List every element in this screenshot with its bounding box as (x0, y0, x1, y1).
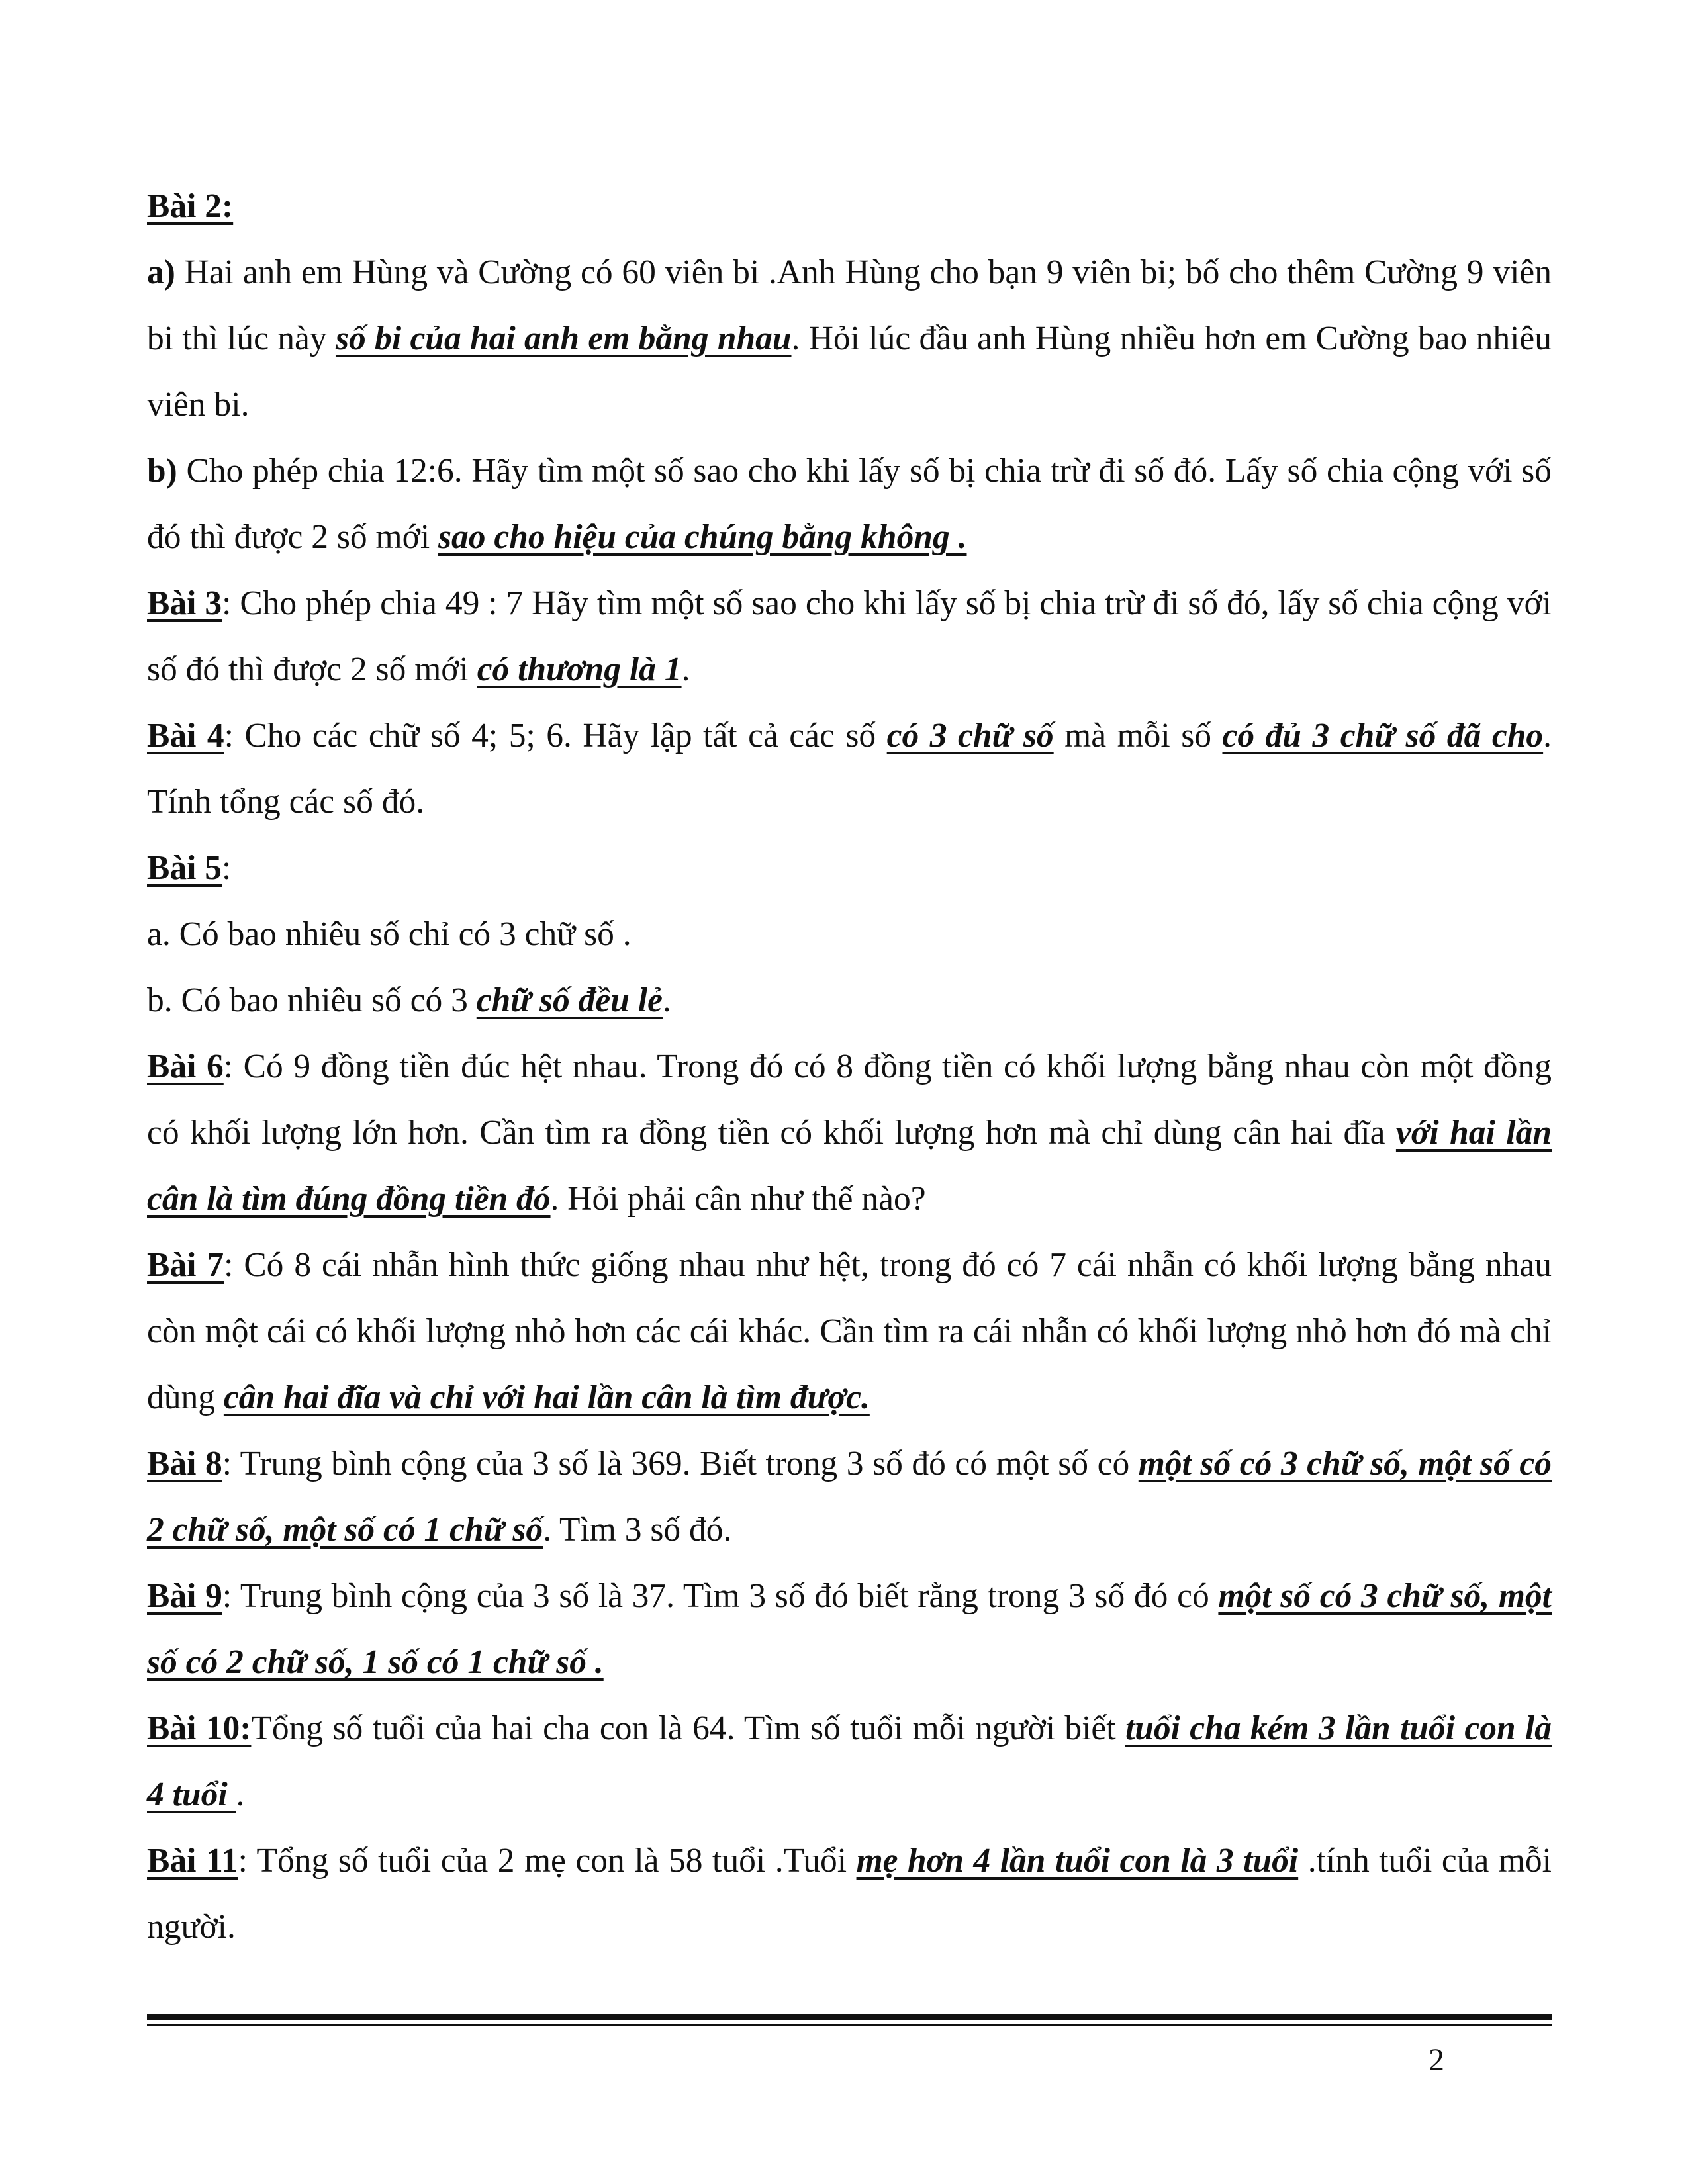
exercise-5b-emphasis: chữ số đều lẻ (476, 981, 663, 1019)
exercise-5b-text-end: . (662, 981, 671, 1019)
exercise-5-title: Bài 5 (147, 849, 222, 887)
exercise-4-emphasis-2: có đủ 3 chữ số đã cho (1222, 717, 1544, 754)
exercise-7-text: : Có 8 cái nhẫn hình thức giống nhau như hệt, trong đó có 7 cái nhẫn có khối lượng bằng nhau còn một cái có khối lượng nhỏ hơn các cái khác. Cần tìm ra cái nhẫn có khối lượng nhỏ hơn đó mà chỉ dùng (147, 1246, 1552, 1416)
exercise-3-emphasis: có thương là 1 (477, 651, 682, 688)
exercise-2a-text-end: . Hỏi lúc đầu anh Hùng nhiều hơn em Cường bao nhiêu viên bi. (147, 320, 1552, 424)
exercise-3-text: : Cho phép chia 49 : 7 Hãy tìm một số sao cho khi lấy số bị chia trừ đi số đó, lấy số chia cộng với số đó thì được 2 số mới (147, 584, 1552, 688)
footer-divider-thick (147, 2014, 1552, 2020)
exercise-2a (147, 240, 1552, 438)
exercise-10-title: Bài 10: (147, 1709, 252, 1747)
exercise-5-heading (147, 835, 1552, 901)
exercise-list (147, 173, 1552, 1960)
exercise-5a-text: a. Có bao nhiêu số chỉ có 3 chữ số . (147, 915, 632, 953)
exercise-4-emphasis-1: có 3 chữ số (886, 717, 1054, 754)
exercise-2-title: Bài 2: (147, 187, 234, 225)
exercise-11-text-end: .tính tuổi của mỗi người. (147, 1842, 1552, 1946)
exercise-2b (147, 438, 1552, 570)
exercise-2a-label: a) (147, 253, 175, 291)
exercise-9-emphasis: một số có 3 chữ số, một số có 2 chữ số, 1 số có 1 chữ số . (147, 1577, 1552, 1681)
exercise-5b (147, 968, 1552, 1034)
exercise-3-text-end: . (681, 651, 690, 688)
exercise-8-text-end: . Tìm 3 số đó. (543, 1511, 732, 1549)
exercise-6-text-end: . Hỏi phải cân như thế nào? (550, 1180, 926, 1218)
exercise-2b-emphasis: sao cho hiệu của chúng bằng không . (438, 518, 967, 556)
exercise-11 (147, 1828, 1552, 1960)
exercise-7-title: Bài 7 (147, 1246, 224, 1284)
exercise-4-text-end: . Tính tổng các số đó. (147, 717, 1552, 821)
exercise-10-text: Tổng số tuổi của hai cha con là 64. Tìm số tuổi mỗi người biết (251, 1709, 1125, 1747)
exercise-11-text: : Tổng số tuổi của 2 mẹ con là 58 tuổi .Tuổi (238, 1842, 857, 1880)
exercise-8 (147, 1431, 1552, 1563)
exercise-7 (147, 1232, 1552, 1431)
exercise-2a-emphasis: số bi của hai anh em bằng nhau (335, 320, 792, 357)
exercise-3-title: Bài 3 (147, 584, 222, 622)
exercise-4 (147, 703, 1552, 835)
exercise-2a-text: Hai anh em Hùng và Cường có 60 viên bi .Anh Hùng cho bạn 9 viên bi; bố cho thêm Cường 9 viên bi thì lúc này (147, 253, 1552, 357)
exercise-9-text: : Trung bình cộng của 3 số là 37. Tìm 3 số đó biết rằng trong 3 số đó có (222, 1577, 1219, 1615)
exercise-4-text-mid: mà mỗi số (1053, 717, 1223, 754)
exercise-2b-label: b) (147, 452, 177, 490)
exercise-5-colon: : (222, 849, 232, 887)
exercise-11-emphasis: mẹ hơn 4 lần tuổi con là 3 tuổi (856, 1842, 1299, 1880)
exercise-6 (147, 1034, 1552, 1232)
exercise-8-emphasis: một số có 3 chữ số, một số có 2 chữ số, một số có 1 chữ số (147, 1445, 1552, 1549)
exercise-11-title: Bài 11 (147, 1842, 238, 1880)
exercise-2-heading (147, 173, 1552, 240)
exercise-7-emphasis: cân hai đĩa và chỉ với hai lần cân là tìm được. (223, 1379, 870, 1416)
footer-divider-thin (147, 2024, 1552, 2026)
exercise-9 (147, 1563, 1552, 1696)
exercise-10-emphasis: tuổi cha kém 3 lần tuổi con là 4 tuổi (147, 1709, 1552, 1813)
exercise-6-text: : Có 9 đồng tiền đúc hệt nhau. Trong đó có 8 đồng tiền có khối lượng bằng nhau còn một đồng có khối lượng lớn hơn. Cần tìm ra đồng tiền có khối lượng hơn mà chỉ dùng cân hai đĩa (147, 1048, 1552, 1152)
exercise-8-text: : Trung bình cộng của 3 số là 369. Biết trong 3 số đó có một số có (222, 1445, 1139, 1482)
exercise-3 (147, 570, 1552, 703)
exercise-6-title: Bài 6 (147, 1048, 224, 1085)
exercise-10 (147, 1696, 1552, 1828)
page-number: 2 (1429, 2042, 1444, 2077)
exercise-9-title: Bài 9 (147, 1577, 222, 1615)
exercise-2b-text: Cho phép chia 12:6. Hãy tìm một số sao cho khi lấy số bị chia trừ đi số đó. Lấy số chia cộng với số đó thì được 2 số mới (147, 452, 1552, 556)
exercise-4-text: : Cho các chữ số 4; 5; 6. Hãy lập tất cả các số (224, 717, 887, 754)
exercise-6-emphasis: với hai lần cân là tìm đúng đồng tiền đó (147, 1114, 1552, 1218)
exercise-4-title: Bài 4 (147, 717, 224, 754)
exercise-10-text-end: . (236, 1776, 245, 1813)
exercise-5a (147, 901, 1552, 968)
exercise-8-title: Bài 8 (147, 1445, 222, 1482)
exercise-5b-text: b. Có bao nhiêu số có 3 (147, 981, 477, 1019)
